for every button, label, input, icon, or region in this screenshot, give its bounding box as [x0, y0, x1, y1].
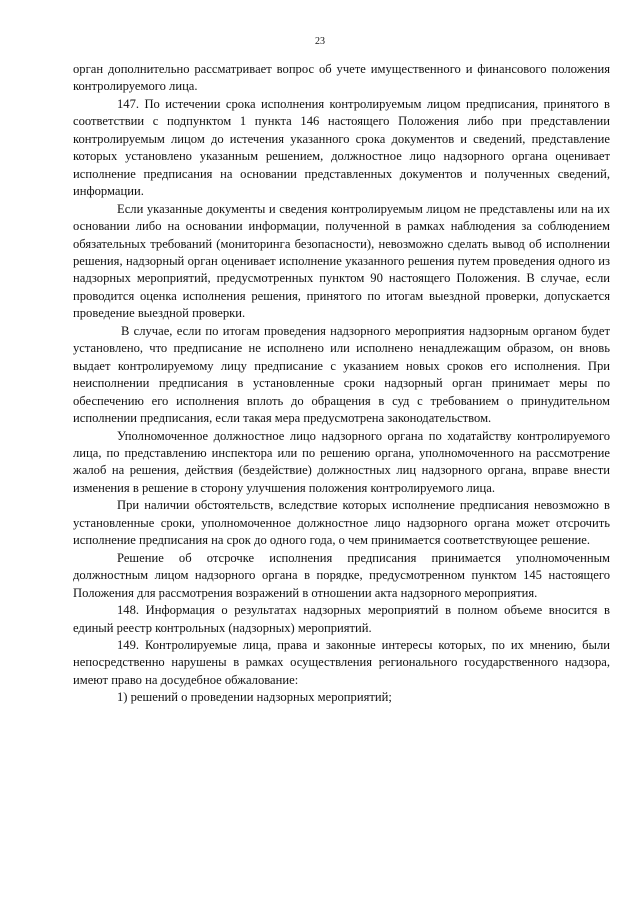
- document-body: [73, 61, 610, 707]
- paragraph: 148. Информация о результатах надзорных мероприятий в полном объеме вносится в единый реестр контрольных (надзорных) мероприятий.: [73, 603, 610, 635]
- paragraph: В случае, если по итогам проведения надзорного мероприятия надзорным органом будет установлено, что предписание не исполнено или исполнено ненадлежащим образом, он вновь выдает контролируемому лицу предписание с указанием новых сроков его исполнения. При неисполнении предписания в установленные сроки надзорный орган принимает меры по обеспечению его исполнения вплоть до обращения в суд с требованием о принудительном исполнении предписания, если такая мера предусмотрена законодательством.: [73, 323, 610, 426]
- paragraph: Уполномоченное должностное лицо надзорного органа по ходатайству контролируемого лица, по представлению инспектора или по решению органа, уполномоченного на рассмотрение жалоб на решения, действия (бездействие) должностных лиц надзорного органа, вправе внести изменения в решение в сторону улучшения положения контролируемого лица.: [73, 428, 610, 495]
- paragraph: 149. Контролируемые лица, права и законные интересы которых, по их мнению, были непосредственно нарушены в рамках осуществления регионального государственного надзора, имеют право на досудебное обжалование:: [73, 637, 610, 687]
- paragraph: Если указанные документы и сведения контролируемым лицом не представлены или на их основании либо на основании информации, полученной в рамках наблюдения за соблюдением обязательных требований (мониторинга безопасности), невозможно сделать вывод об исполнении решения, надзорный орган оценивает исполнение указанного решения путем проведения одного из надзорных мероприятий, предусмотренных пунктом 90 настоящего Положения. В случае, если проводится оценка исполнения решения, принятого по итогам выездной проверки, допускается проведение выездной проверки.: [73, 201, 610, 321]
- paragraph: При наличии обстоятельств, вследствие которых исполнение предписания невозможно в установленные сроки, уполномоченное должностное лицо надзорного органа может отсрочить исполнение предписания на срок до одного года, о чем принимается соответствующее решение.: [73, 498, 610, 548]
- paragraph: 147. По истечении срока исполнения контролируемым лицом предписания, принятого в соответствии с подпунктом 1 пункта 146 настоящего Положения либо при представлении контролируемым лицом до истечения указанного срока документов и сведений, представление которых установлено указанным решением, должностное лицо надзорного органа оценивает исполнение предписания на основании представленных документов и полученных сведений, информации.: [73, 96, 610, 199]
- paragraph: орган дополнительно рассматривает вопрос об учете имущественного и финансового положения контролируемого лица.: [73, 62, 610, 94]
- paragraph: Решение об отсрочке исполнения предписания принимается уполномоченным должностным лицом надзорного органа в порядке, предусмотренном пунктом 145 настоящего Положения для рассмотрения возражений в отношении акта надзорного мероприятия.: [73, 550, 610, 600]
- page-number: 23: [315, 36, 325, 47]
- paragraph: 1) решений о проведении надзорных мероприятий;: [117, 690, 392, 705]
